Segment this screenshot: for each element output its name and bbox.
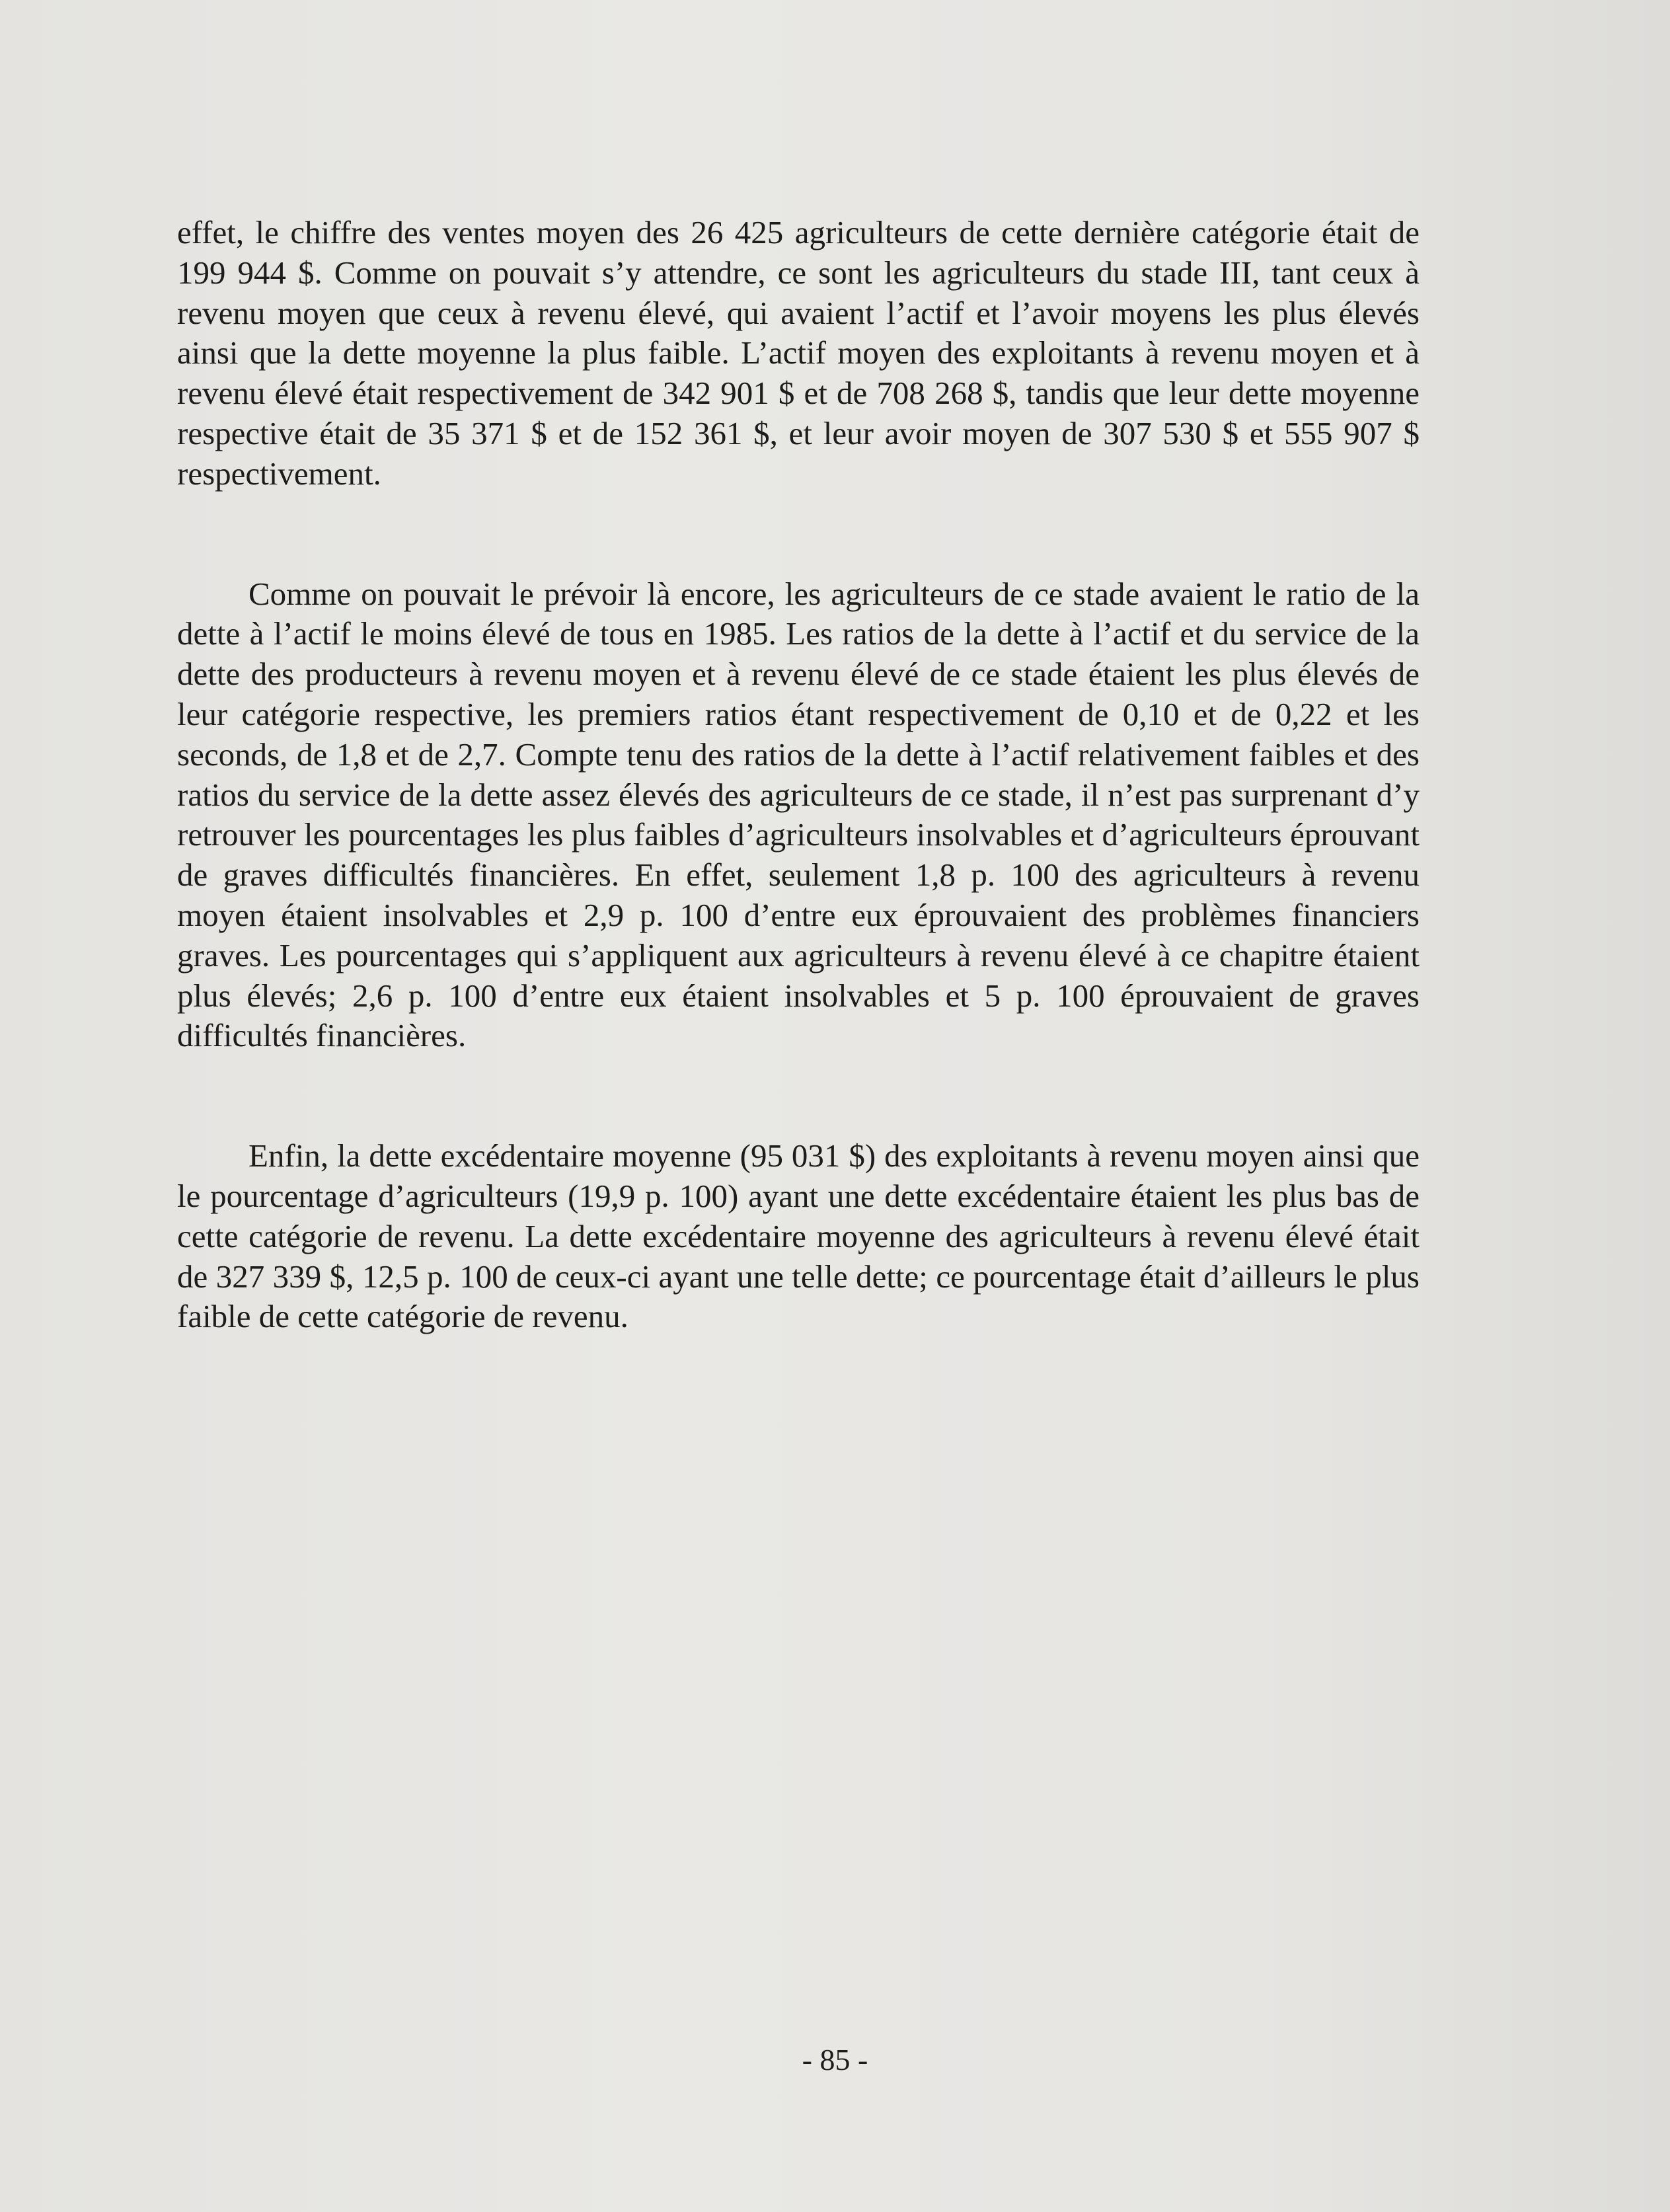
paragraph-2: Comme on pouvait le prévoir là encore, les agriculteurs de ce stade avaient le ratio de la dette à l’actif le moins élevé de tous en 1985. Les ratios de la dette à l’actif et du service de la dette des producteurs à revenu moyen et à revenu élevé de ce stade étaient les plus élevés de leur catégorie respective, les premiers ratios étant respectivement de 0,10 et de 0,22 et les seconds, de 1,8 et de 2,7. Compte tenu des ratios de la dette à l’actif relativement faibles et des ratios du service de la dette assez élevés des agriculteurs de ce stade, il n’est pas surprenant d’y retrouver les pourcentages les plus faibles d’agriculteurs insolvables et d’agriculteurs éprouvant de graves difficultés financières. En effet, seulement 1,8 p. 100 des agriculteurs à revenu moyen étaient insolvables et 2,9 p. 100 d’entre eux éprouvaient des problèmes financiers graves. Les pourcentages qui s’appliquent aux agriculteurs à revenu élevé à ce chapitre étaient plus élevés; 2,6 p. 100 d’entre eux étaient insolvables et 5 p. 100 éprouvaient de graves difficultés financières. bbox=[177, 575, 1420, 1054]
paragraph-1: effet, le chiffre des ventes moyen des 26 425 agriculteurs de cette dernière catégorie était de 199 944 $. Comme on pouvait s’y attendre, ce sont les agriculteurs du stade III, tant ceux à revenu moyen que ceux à revenu élevé, qui avaient l’actif et l’avoir moyens les plus élevés ainsi que la dette moyenne la plus faible. L’actif moyen des exploitants à revenu moyen et à revenu élevé était respectivement de 342 901 $ et de 708 268 $, tandis que leur dette moyenne respective était de 35 371 $ et de 152 361 $, et leur avoir moyen de 307 530 $ et 555 907 $ respectivement. bbox=[177, 214, 1420, 492]
paragraph-3: Enfin, la dette excédentaire moyenne (95 031 $) des exploitants à revenu moyen ainsi que le pourcentage d’agriculteurs (19,9 p. 100) ayant une dette excédentaire étaient les plus bas de cette catégorie de revenu. La dette excédentaire moyenne des agriculteurs à revenu élevé était de 327 339 $, 12,5 p. 100 de ceux-ci ayant une telle dette; ce pourcentage était d’ailleurs le plus faible de cette catégorie de revenu. bbox=[177, 1137, 1420, 1335]
body-text bbox=[177, 213, 1420, 1337]
page-number: - 85 - bbox=[802, 2043, 868, 2077]
